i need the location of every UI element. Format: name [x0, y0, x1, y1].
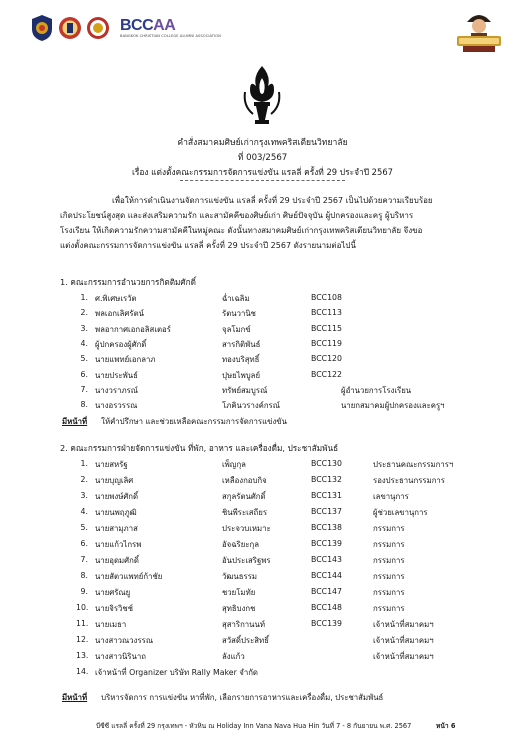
- member-row: [0, 523, 525, 538]
- member-last-name: โภคินวรางค์กรณ์: [222, 401, 280, 411]
- member-last-name: เพ็ญกุล: [222, 460, 246, 469]
- torch-emblem: [239, 64, 285, 126]
- member-role: ผู้ช่วยเลขานุการ: [373, 508, 428, 517]
- member-id: BCC132: [311, 475, 342, 484]
- member-number: 11.: [76, 619, 89, 628]
- member-id: BCC131: [311, 491, 342, 500]
- association-seal-logo: [58, 14, 82, 42]
- member-role: กรรมการ: [373, 604, 405, 613]
- member-first-name: นายศรัณยู: [95, 588, 131, 597]
- member-first-name: นายแก้วไกรพ: [95, 540, 142, 549]
- member-number: 4.: [80, 338, 88, 348]
- member-row: [0, 459, 525, 474]
- member-last-name: สุทธิบงกช: [222, 604, 256, 613]
- member-number: 1.: [80, 459, 88, 468]
- member-last-name: อัจฉริยะกุล: [222, 540, 260, 549]
- member-role: กรรมการ: [373, 572, 405, 581]
- member-row: [0, 635, 525, 650]
- member-first-name: นางวราภรณ์: [95, 385, 139, 395]
- member-role: เลขานุการ: [373, 492, 409, 501]
- member-id: BCC139: [311, 539, 342, 548]
- member-number: 4.: [80, 507, 88, 516]
- member-id: BCC130: [311, 459, 342, 468]
- member-first-name: นายแพทย์เอกลาภ: [95, 355, 156, 365]
- member-last-name: เหลืองกอบกิจ: [222, 476, 267, 485]
- member-number: 7.: [80, 384, 88, 394]
- member-row: [0, 651, 525, 666]
- member-first-name: นางสาวณวงรรณ: [95, 636, 154, 645]
- member-role: ผู้อำนวยการโรงเรียน: [341, 385, 412, 395]
- member-last-name: รัตนวานิช: [222, 309, 256, 319]
- school-seal-logo: [30, 14, 54, 42]
- member-row: [0, 491, 525, 506]
- member-first-name: นายบุญเลิศ: [95, 476, 134, 485]
- member-id: BCC139: [311, 619, 342, 628]
- member-id: BCC115: [311, 323, 342, 333]
- member-role: กรรมการ: [373, 588, 405, 597]
- intro-line-4: แต่งตั้งคณะกรรมการจัดการแข่งขัน แรลลี่ ครั้งที่ 29 ประจำปี 2567 ดังรายนามต่อไปนี้: [60, 241, 356, 250]
- pirates-rally-logo: [453, 6, 505, 54]
- member-number: 10.: [76, 603, 89, 612]
- member-number: 5.: [80, 354, 88, 364]
- member-role: กรรมการ: [373, 556, 405, 565]
- member-number: 6.: [80, 369, 88, 379]
- member-row: [0, 370, 525, 385]
- member-last-name: ชินพีระเสถียร: [222, 508, 268, 517]
- member-id: BCC147: [311, 587, 342, 596]
- member-last-name: ทองบริสุทธิ์: [222, 355, 260, 365]
- member-row: [0, 667, 525, 682]
- member-number: 8.: [80, 400, 88, 410]
- member-role: เจ้าหน้าที่สมาคมฯ: [373, 652, 434, 661]
- member-first-name: พลอากาศเอกอลิสเตอร์: [95, 324, 171, 334]
- section1-duty: [62, 416, 287, 428]
- member-role: เจ้าหน้าที่สมาคมฯ: [373, 620, 434, 629]
- member-first-name: นายสัตวแพทย์ก้าชัย: [95, 572, 163, 581]
- section2-duty-label: มีหน้าที่: [62, 693, 88, 702]
- member-id: BCC108: [311, 293, 342, 302]
- member-first-name: นายเมธา: [95, 620, 127, 629]
- member-first-name: นางอรวรรณ: [95, 401, 138, 411]
- member-first-name: เจ้าหน้าที่ Organizer บริษัท Rally Maker จำกัด: [95, 668, 258, 677]
- member-row: [0, 539, 525, 554]
- intro-paragraph: [60, 193, 478, 253]
- member-number: 6.: [80, 539, 88, 548]
- member-first-name: พลเอกเลิศรัตน์: [95, 309, 144, 319]
- member-role: รองประธานกรรมการ: [373, 476, 445, 485]
- member-number: 1.: [80, 293, 88, 302]
- member-first-name: นายสหรัฐ: [95, 460, 128, 469]
- member-row: [0, 400, 525, 415]
- member-id: BCC122: [311, 369, 342, 379]
- member-id: BCC144: [311, 571, 342, 580]
- member-row: [0, 308, 525, 323]
- member-row: [0, 587, 525, 602]
- section2-duty: [62, 692, 383, 704]
- member-role: กรรมการ: [373, 540, 405, 549]
- member-last-name: สารกิติพันธ์: [222, 339, 261, 349]
- member-id: BCC119: [311, 338, 342, 348]
- member-last-name: ชวยโมทัย: [222, 588, 256, 597]
- document-subject: เรื่อง แต่งตั้งคณะกรรมการจัดการแข่งขัน แรลลี่ ครั้งที่ 29 ประจำปี 2567: [132, 167, 393, 177]
- member-row: [0, 339, 525, 354]
- member-row: [0, 324, 525, 339]
- member-first-name: นางสาวนิรินาถ: [95, 652, 146, 661]
- member-number: 3.: [80, 323, 88, 333]
- member-number: 9.: [80, 587, 88, 596]
- member-row: [0, 293, 525, 308]
- bccaa-logo: BCCAA BANGKOK CHRISTIAN COLLEGE ALUMNI ASSOCIATION: [120, 17, 221, 38]
- intro-line-2: เกิดประโยชน์สูงสุด และส่งเสริมความรัก และสามัคคีของศิษย์เก่า ศิษย์ปัจจุบัน ผู้ปกครองและครู ผู้บริหาร: [60, 211, 414, 220]
- member-role: นายกสมาคมผู้ปกครองและครูฯ: [341, 401, 445, 411]
- member-last-name: สุสาริกานนท์: [222, 620, 265, 629]
- intro-line-3: โรงเรียน ให้เกิดความรักความสามัคคีในหมู่คณะ ดังนั้นทางสมาคมศิษย์เก่ากรุงเทพคริสเตียนวิทยาลัย จึงขอ: [60, 226, 423, 235]
- member-last-name: สวัสดิ์ประสิทธิ์: [222, 636, 269, 645]
- section1-duty-label: มีหน้าที่: [62, 417, 88, 426]
- member-last-name: วัฒนธรรม: [222, 572, 258, 581]
- section1-duty-text: ให้คำปรึกษา และช่วยเหลือคณะกรรมการจัดการแข่งขัน: [101, 417, 287, 426]
- member-first-name: นายนพฤภูฒิ: [95, 508, 137, 517]
- member-row: [0, 475, 525, 490]
- member-row: [0, 507, 525, 522]
- parent-association-seal-logo: [86, 14, 110, 42]
- member-number: 13.: [76, 651, 89, 660]
- member-role: กรรมการ: [373, 524, 405, 533]
- member-id: BCC138: [311, 523, 342, 532]
- member-role: ประธานคณะกรรมการฯ: [373, 460, 454, 469]
- member-last-name: อันประเสริฐพร: [222, 556, 271, 565]
- member-id: BCC120: [311, 354, 342, 364]
- member-row: [0, 619, 525, 634]
- member-row: [0, 555, 525, 570]
- member-last-name: สกุลรัตนศักดิ์: [222, 492, 266, 501]
- member-first-name: นายประพันธ์: [95, 370, 138, 380]
- member-number: 3.: [80, 491, 88, 500]
- member-number: 2.: [80, 308, 88, 318]
- title-divider: [180, 180, 345, 181]
- member-row: [0, 385, 525, 400]
- section2-duty-text: บริหารจัดการ การแข่งขัน หาที่พัก, เลือกรายการอาหารและเครื่องดื่ม, ประชาสัมพันธ์: [101, 693, 384, 702]
- member-first-name: นายสามุภาส: [95, 524, 138, 533]
- member-number: 5.: [80, 523, 88, 532]
- member-first-name: นายอุดมศักดิ์: [95, 556, 139, 565]
- footer-text: บีซีซี แรลลี่ ครั้งที่ 29 กรุงเทพฯ - หัวหิน ณ Holiday Inn Vana Nava Hua Hin วันที่ 7 - 8 กันยายน พ.ศ. 2567: [96, 722, 412, 730]
- member-last-name: ปุษยไพบูลย์: [222, 370, 261, 380]
- member-last-name: ฉ่ำเฉลิม: [222, 294, 250, 303]
- member-number: 2.: [80, 475, 88, 484]
- page-number: หน้า 6: [436, 722, 456, 730]
- document-number: ที่ 003/2567: [237, 153, 288, 163]
- member-last-name: ลังแก้ว: [222, 652, 245, 661]
- member-id: BCC148: [311, 603, 342, 612]
- member-role: เจ้าหน้าที่สมาคมฯ: [373, 636, 434, 645]
- member-last-name: ประจวบเหมาะ: [222, 524, 271, 533]
- member-id: BCC137: [311, 507, 342, 516]
- member-row: [0, 571, 525, 586]
- section1-heading: 1. คณะกรรมการอำนวยการกิตติมศักดิ์: [60, 277, 196, 287]
- member-id: BCC113: [311, 308, 342, 318]
- member-number: 8.: [80, 571, 88, 580]
- member-last-name: จุลโมกข์: [222, 324, 251, 334]
- member-number: 12.: [76, 635, 89, 644]
- member-first-name: นายพงษ์ศักดิ์: [95, 492, 139, 501]
- document-title: คำสั่งสมาคมศิษย์เก่ากรุงเทพคริสเตียนวิทยาลัย: [177, 138, 348, 148]
- member-last-name: ทรัพย์สมบูรณ์: [222, 385, 268, 395]
- member-number: 7.: [80, 555, 88, 564]
- member-number: 14.: [76, 667, 89, 676]
- intro-line-1: เพื่อให้การดำเนินงานจัดการแข่งขัน แรลลี่ ครั้งที่ 29 ประจำปี 2567 เป็นไปด้วยความเรียบร้อย: [112, 196, 433, 205]
- member-first-name: ผู้ปกครองผู้ศักดิ์: [95, 339, 147, 349]
- member-first-name: นายจิรวิชช์: [95, 604, 133, 613]
- member-first-name: ศ.พิเศษเรวัต: [95, 294, 137, 303]
- section2-heading: 2. คณะกรรมการฝ่ายจัดการแข่งขัน ที่พัก, อาหาร และเครื่องดื่ม, ประชาสัมพันธ์: [60, 443, 339, 453]
- header-logos: [30, 10, 221, 46]
- member-row: [0, 603, 525, 618]
- member-id: BCC143: [311, 555, 342, 564]
- member-row: [0, 354, 525, 369]
